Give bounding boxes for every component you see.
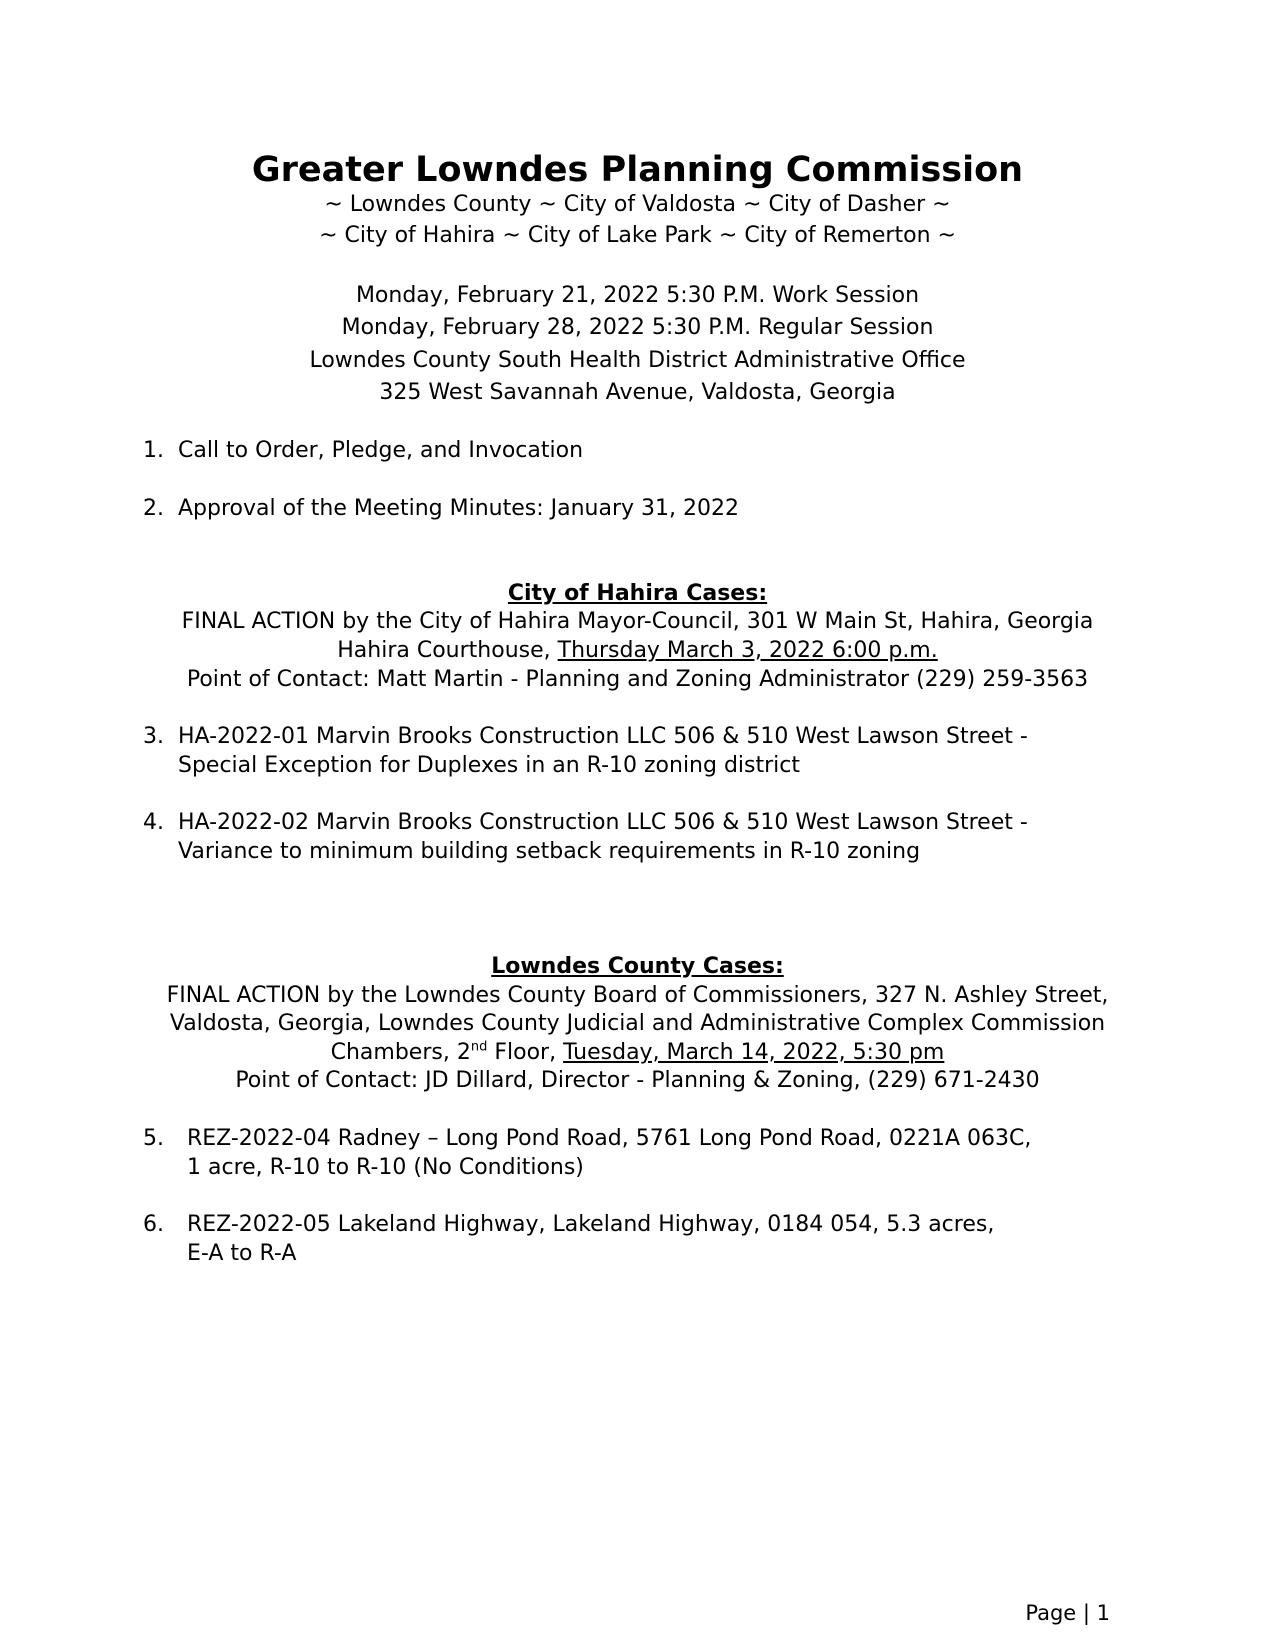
agenda-item-text: Call to Order, Pledge, and Invocation xyxy=(178,438,584,463)
lowndes-final-action-line-1: FINAL ACTION by the Lowndes County Board of Commissioners, 327 N. Ashley Street, xyxy=(166,983,1109,1008)
lowndes-final-action-line-2: Valdosta, Georgia, Lowndes County Judicial and Administrative Complex Commission xyxy=(169,1011,1106,1036)
agenda-item-line-1: HA-2022-02 Marvin Brooks Construction LLC 506 & 510 West Lawson Street - xyxy=(178,810,1028,835)
agenda-item-4 xyxy=(143,808,1043,868)
hahira-contact: Point of Contact: Matt Martin - Planning and Zoning Administrator (229) 259-3563 xyxy=(186,667,1089,692)
agenda-item-line-2: E-A to R-A xyxy=(187,1241,297,1266)
lowndes-meeting-date: Tuesday, March 14, 2022, 5:30 pm xyxy=(563,1040,945,1065)
jurisdictions-line-2: ~ City of Hahira ~ City of Lake Park ~ City of Remerton ~ xyxy=(319,223,956,248)
agenda-item-line-1: REZ-2022-05 Lakeland Highway, Lakeland Highway, 0184 054, 5.3 acres, xyxy=(187,1212,995,1237)
agenda-item-number: 4. xyxy=(143,810,164,835)
agenda-item-3 xyxy=(143,722,1043,782)
hahira-final-action: FINAL ACTION by the City of Hahira Mayor-Council, 301 W Main St, Hahira, Georgia xyxy=(181,609,1094,634)
agenda-item-6 xyxy=(143,1210,1043,1270)
page-number: Page | 1 xyxy=(1025,1601,1110,1625)
document-title: Greater Lowndes Planning Commission xyxy=(251,150,1024,190)
hahira-location-prefix: Hahira Courthouse, xyxy=(337,638,558,663)
floor-word: Floor, xyxy=(487,1040,564,1065)
venue-line: Lowndes County South Health District Administrative Office xyxy=(309,348,966,373)
hahira-location-line xyxy=(0,636,1275,666)
agenda-item-line-1: HA-2022-01 Marvin Brooks Construction LLC 506 & 510 West Lawson Street - xyxy=(178,724,1028,749)
agenda-item-line-2: Variance to minimum building setback requirements in R-10 zoning xyxy=(178,839,921,864)
address-line: 325 West Savannah Avenue, Valdosta, Georgia xyxy=(379,380,896,405)
chambers-prefix: Chambers, 2 xyxy=(330,1040,471,1065)
work-session-line: Monday, February 21, 2022 5:30 P.M. Work Session xyxy=(355,283,920,308)
agenda-item-line-2: 1 acre, R-10 to R-10 (No Conditions) xyxy=(187,1155,584,1180)
agenda-item-number: 3. xyxy=(143,724,164,749)
agenda-item-line-1: REZ-2022-04 Radney – Long Pond Road, 5761 Long Pond Road, 0221A 063C, xyxy=(187,1126,1032,1151)
jurisdictions-line-1: ~ Lowndes County ~ City of Valdosta ~ City of Dasher ~ xyxy=(324,192,951,217)
hahira-cases-heading: City of Hahira Cases: xyxy=(507,581,768,606)
agenda-item-number: 6. xyxy=(143,1212,164,1237)
agenda-item-number: 5. xyxy=(143,1126,164,1151)
regular-session-line: Monday, February 28, 2022 5:30 P.M. Regular Session xyxy=(341,315,934,340)
agenda-item-number: 2. xyxy=(143,496,164,521)
agenda-item-number: 1. xyxy=(143,438,164,463)
floor-ordinal-suffix: nd xyxy=(470,1039,488,1055)
agenda-item-5 xyxy=(143,1124,1043,1184)
lowndes-cases-heading: Lowndes County Cases: xyxy=(491,954,784,979)
agenda-item-line-2: Special Exception for Duplexes in an R-10 zoning district xyxy=(178,753,801,778)
agenda-item-text: Approval of the Meeting Minutes: January 31, 2022 xyxy=(178,496,739,521)
lowndes-chambers-line xyxy=(0,1038,1275,1068)
lowndes-contact: Point of Contact: JD Dillard, Director - Planning & Zoning, (229) 671-2430 xyxy=(235,1068,1040,1093)
hahira-meeting-date: Thursday March 3, 2022 6:00 p.m. xyxy=(557,638,938,663)
